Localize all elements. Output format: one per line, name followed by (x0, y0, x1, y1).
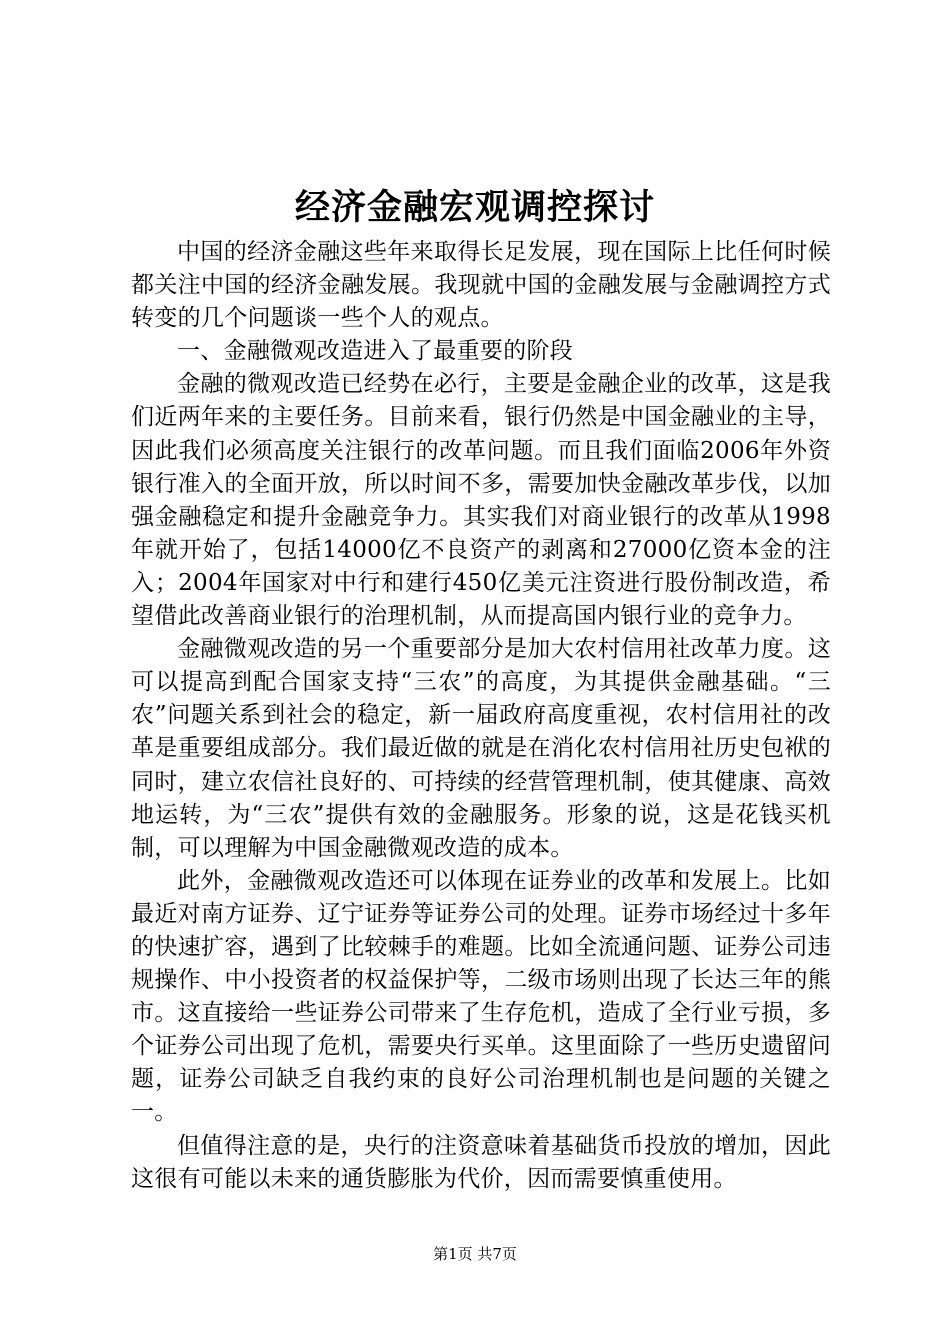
paragraph-inflation-note: 但值得注意的是，央行的注资意味着基础货币投放的增加，因此这很有可能以未来的通货膨胀为代价，因而需要慎重使用。 (131, 1132, 831, 1192)
paragraph-bank-reform: 金融的微观改造已经势在必行，主要是金融企业的改革，这是我们近两年来的主要任务。目前来看，银行仍然是中国金融业的主导，因此我们必须高度关注银行的改革问题。而且我们面临2006年外资银行准入的全面开放，所以时间不多，需要加快金融改革步伐，以加强金融稳定和提升金融竞争力。其实我们对商业银行的改革从1998年就开始了，包括14000亿不良资产的剥离和27000亿资本金的注入；2004年国家对中行和建行450亿美元注资进行股份制改造，希望借此改善商业银行的治理机制，从而提高国内银行业的竞争力。 (131, 371, 831, 630)
paragraph-securities: 此外，金融微观改造还可以体现在证券业的改革和发展上。比如最近对南方证券、辽宁证券等证券公司的处理。证券市场经过十多年的快速扩容，遇到了比较棘手的难题。比如全流通问题、证券公司违规操作、中小投资者的权益保护等，二级市场则出现了长达三年的熊市。这直接给一些证券公司带来了生存危机，造成了全行业亏损，多个证券公司出现了危机，需要央行买单。这里面除了一些历史遗留问题，证券公司缺乏自我约束的良好公司治理机制也是问题的关键之一。 (131, 867, 831, 1126)
document-title: 经济金融宏观调控探讨 (294, 187, 655, 228)
paragraph-rural-credit: 金融微观改造的另一个重要部分是加大农村信用社改革力度。这可以提高到配合国家支持“三农”的高度，为其提供金融基础。“三农”问题关系到社会的稳定，新一届政府高度重视，农村信用社的改革是重要组成部分。我们最近做的就是在消化农村信用社历史包袱的同时，建立农信社良好的、可持续的经营管理机制，使其健康、高效地运转，为“三农”提供有效的金融服务。形象的说，这是花钱买机制，可以理解为中国金融微观改造的成本。 (131, 636, 831, 861)
section-heading-1: 一、金融微观改造进入了最重要的阶段 (177, 338, 574, 365)
page-footer: 第1页 共7页 (433, 1245, 517, 1263)
document-body (131, 236, 831, 1196)
paragraph-intro: 中国的经济金融这些年来取得长足发展，现在国际上比任何时候都关注中国的经济金融发展。我现就中国的金融发展与金融调控方式转变的几个问题谈一些个人的观点。 (131, 239, 831, 332)
